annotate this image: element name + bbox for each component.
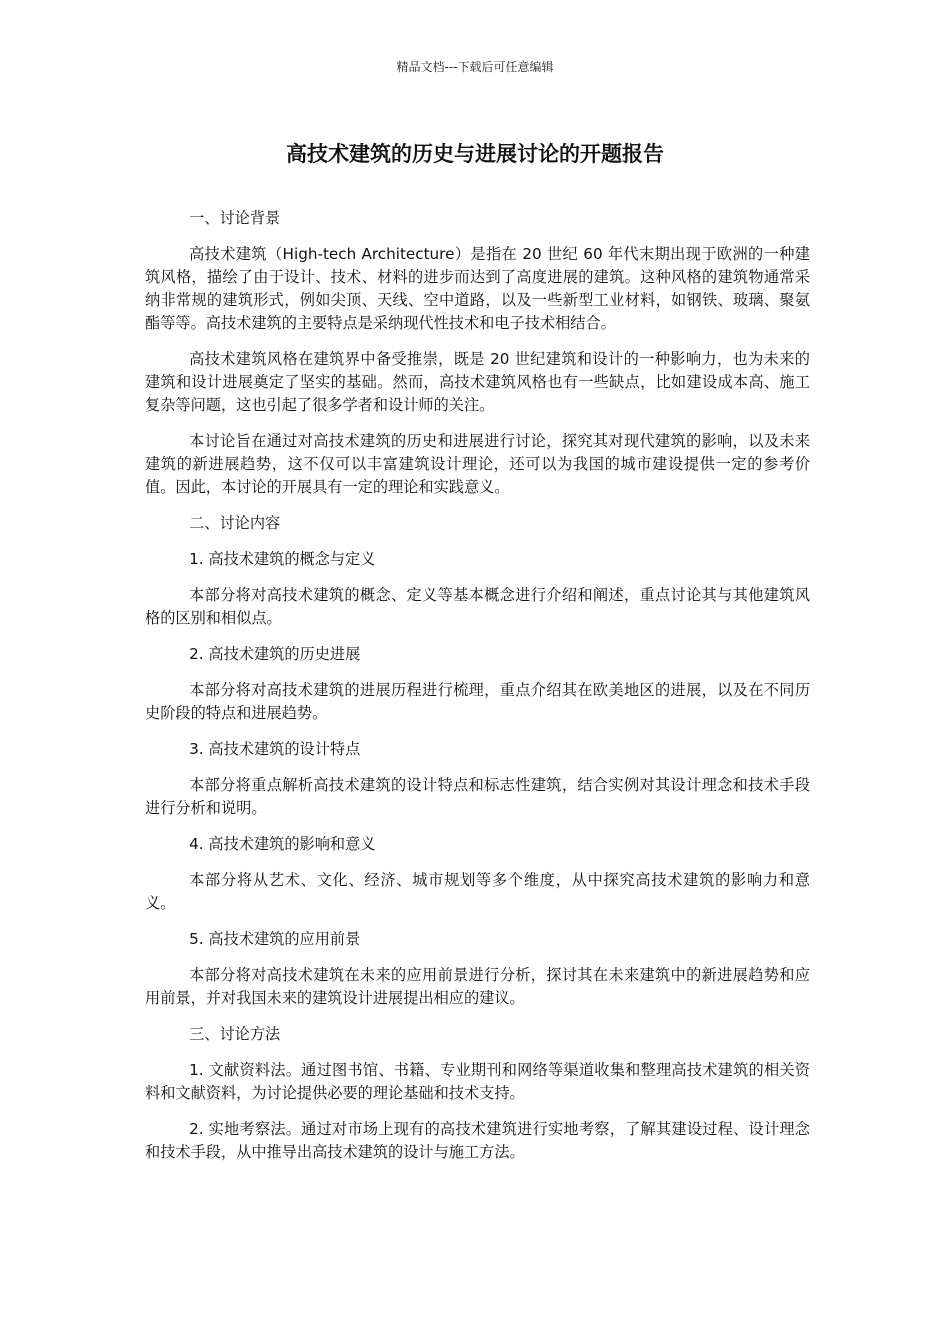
- paragraph: 本部分将对高技术建筑的概念、定义等基本概念进行介绍和阐述，重点讨论其与其他建筑风格的区别和相似点。: [145, 586, 810, 627]
- subsection-heading: 3. 高技术建筑的设计特点: [189, 740, 361, 758]
- paragraph: 2. 实地考察法。通过对市场上现有的高技术建筑进行实地考察，了解其建设过程、设计理念和技术手段，从中推导出高技术建筑的设计与施工方法。: [145, 1120, 810, 1161]
- paragraph: 高技术建筑（High-tech Architecture）是指在 20 世纪 60 年代末期出现于欧洲的一种建筑风格，描绘了由于设计、技术、材料的进步而达到了高度进展的建筑。这种风格的建筑物通常采纳非常规的建筑形式，例如尖顶、天线、空中道路，以及一些新型工业材料，如钢铁、玻璃、聚氨酯等等。高技术建筑的主要特点是采纳现代性技术和电子技术相结合。: [145, 245, 810, 332]
- paragraph: 高技术建筑风格在建筑界中备受推崇，既是 20 世纪建筑和设计的一种影响力，也为未来的建筑和设计进展奠定了坚实的基础。然而，高技术建筑风格也有一些缺点，比如建设成本高、施工复杂等问题，这也引起了很多学者和设计师的关注。: [145, 350, 810, 414]
- section-heading-background: 一、讨论背景: [189, 209, 281, 227]
- document-title: 高技术建筑的历史与进展讨论的开题报告: [286, 142, 664, 166]
- paragraph: 本部分将重点解析高技术建筑的设计特点和标志性建筑，结合实例对其设计理念和技术手段进行分析和说明。: [145, 776, 810, 817]
- paragraph: 1. 文献资料法。通过图书馆、书籍、专业期刊和网络等渠道收集和整理高技术建筑的相关资料和文献资料，为讨论提供必要的理论基础和技术支持。: [145, 1061, 810, 1102]
- subsection-heading: 5. 高技术建筑的应用前景: [189, 930, 361, 948]
- header-note: 精品文档---下载后可任意编辑: [396, 60, 554, 74]
- section-heading-content: 二、讨论内容: [189, 514, 281, 532]
- subsection-heading: 1. 高技术建筑的概念与定义: [189, 550, 376, 568]
- paragraph: 本部分将从艺术、文化、经济、城市规划等多个维度，从中探究高技术建筑的影响力和意义。: [145, 871, 810, 912]
- subsection-heading: 2. 高技术建筑的历史进展: [189, 645, 361, 663]
- subsection-heading: 4. 高技术建筑的影响和意义: [189, 835, 376, 853]
- paragraph: 本部分将对高技术建筑在未来的应用前景进行分析，探讨其在未来建筑中的新进展趋势和应用前景，并对我国未来的建筑设计进展提出相应的建议。: [145, 966, 810, 1007]
- paragraph: 本部分将对高技术建筑的进展历程进行梳理，重点介绍其在欧美地区的进展，以及在不同历史阶段的特点和进展趋势。: [145, 681, 810, 722]
- document-body: [145, 207, 810, 1177]
- paragraph: 本讨论旨在通过对高技术建筑的历史和进展进行讨论，探究其对现代建筑的影响，以及未来建筑的新进展趋势，这不仅可以丰富建筑设计理论，还可以为我国的城市建设提供一定的参考价值。因此，本讨论的开展具有一定的理论和实践意义。: [145, 432, 810, 496]
- section-heading-methods: 三、讨论方法: [189, 1025, 281, 1043]
